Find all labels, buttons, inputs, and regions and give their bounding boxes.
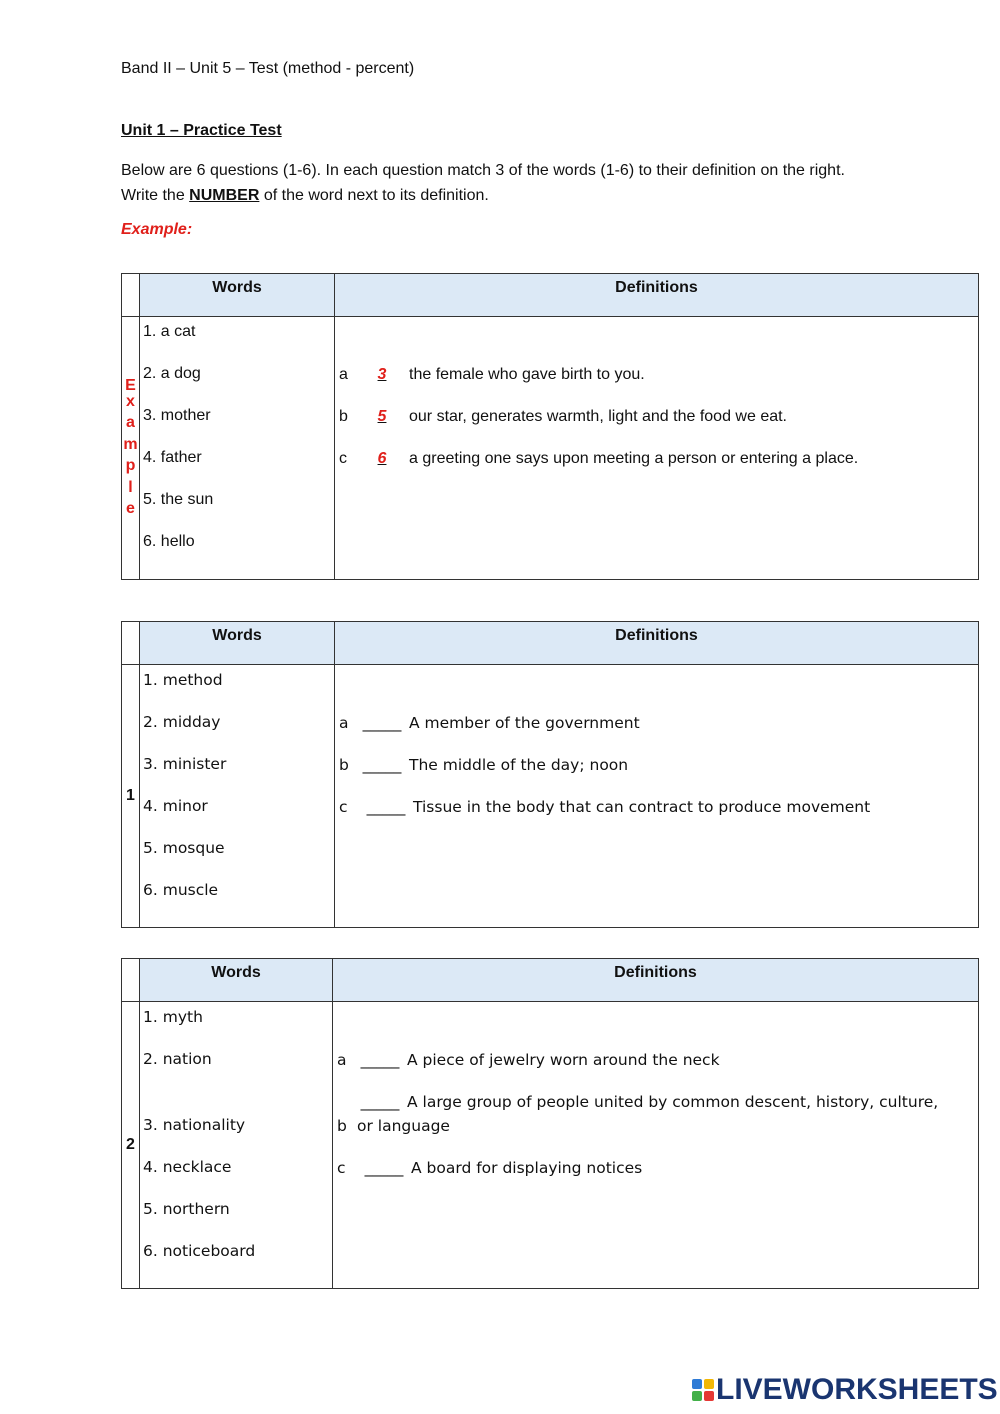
- question-number: 1: [122, 665, 140, 928]
- definition-row: [337, 1090, 978, 1156]
- question-1-words: [140, 665, 335, 928]
- example-definitions: [335, 317, 979, 580]
- instructions-number-word: NUMBER: [189, 187, 260, 204]
- unit-title: Unit 1 – Practice Test: [121, 122, 282, 139]
- definition-row: [339, 795, 978, 837]
- definition-row: [339, 711, 978, 753]
- word-item: 3. nationality: [143, 1116, 246, 1134]
- answer-blank[interactable]: _____: [362, 714, 402, 732]
- definitions-header: Definitions: [335, 274, 979, 317]
- document-header: Band II – Unit 5 – Test (method - percent): [121, 60, 415, 77]
- word-item: 6. noticeboard: [143, 1242, 256, 1260]
- word-item: 6. muscle: [143, 881, 219, 899]
- definition-row: [339, 405, 978, 447]
- brand-name: LIVEWORKSHEETS: [716, 1373, 998, 1406]
- answer-blank[interactable]: _____: [364, 1159, 404, 1177]
- example-side-label: [122, 317, 140, 580]
- definition-letter: a: [337, 1051, 347, 1069]
- example-table: [121, 273, 979, 580]
- question-2-table: [121, 958, 979, 1289]
- definition-row: [337, 1156, 978, 1198]
- question-2-definitions: [333, 1002, 979, 1289]
- definition-row: [337, 1048, 978, 1090]
- question-number: 2: [122, 1002, 140, 1289]
- word-item: 2. midday: [143, 713, 221, 731]
- definitions-header: Definitions: [335, 622, 979, 665]
- answer-blank[interactable]: _____: [362, 756, 402, 774]
- word-item: 5. the sun: [143, 491, 214, 508]
- definition-letter: a: [339, 366, 348, 383]
- word-item: 5. mosque: [143, 839, 225, 857]
- word-item: 2. nation: [143, 1050, 212, 1068]
- instructions: [121, 158, 881, 208]
- word-item: 1. myth: [143, 1008, 203, 1026]
- definition-body: [357, 1090, 942, 1138]
- answer-blank[interactable]: _____: [366, 798, 406, 816]
- word-item: 6. hello: [143, 533, 195, 550]
- definition-letter: b: [339, 408, 348, 425]
- definition-text: A board for displaying notices: [411, 1159, 643, 1177]
- answer-value: 3: [377, 366, 387, 383]
- definition-row: [339, 753, 978, 795]
- word-item: 5. northern: [143, 1200, 230, 1218]
- example-label: Example:: [121, 221, 193, 238]
- word-item: 4. necklace: [143, 1158, 232, 1176]
- definition-text: a greeting one says upon meeting a person or entering a place.: [409, 450, 859, 467]
- definition-text: the female who gave birth to you.: [409, 366, 645, 383]
- logo-cell: [692, 1391, 702, 1401]
- definitions-header: Definitions: [333, 959, 979, 1002]
- definition-letter: a: [339, 714, 349, 732]
- answer-blank[interactable]: _____: [360, 1093, 400, 1111]
- word-item: 4. father: [143, 449, 202, 466]
- words-header: Words: [140, 622, 335, 665]
- definition-text: A piece of jewelry worn around the neck: [407, 1051, 720, 1069]
- instructions-part2: of the word next to its definition.: [259, 187, 489, 204]
- word-item: 1. a cat: [143, 323, 196, 340]
- example-side-header: [122, 274, 140, 317]
- question-side-header: [122, 622, 140, 665]
- definition-text: The middle of the day; noon: [409, 756, 629, 774]
- logo-cell: [704, 1379, 714, 1389]
- example-letter: e: [126, 500, 135, 518]
- answer-blank: [359, 363, 405, 387]
- liveworksheets-brand: [692, 1373, 998, 1407]
- example-letter: E: [125, 377, 136, 395]
- words-header: Words: [140, 274, 335, 317]
- definition-letter: b: [337, 1117, 347, 1135]
- liveworksheets-logo-icon: [692, 1379, 714, 1401]
- question-1-definitions: [335, 665, 979, 928]
- word-item: 3. mother: [143, 407, 211, 424]
- answer-blank: [359, 405, 405, 429]
- example-letter: m: [123, 435, 138, 453]
- question-1-table: [121, 621, 979, 928]
- instructions-part1: Below are 6 questions (1-6). In each question match 3 of the words (1-6) to their definition on the right. Write the: [121, 162, 845, 204]
- definition-text: A member of the government: [409, 714, 640, 732]
- definition-letter: c: [337, 1159, 346, 1177]
- definition-text: Tissue in the body that can contract to produce movement: [413, 798, 871, 816]
- definition-row: [339, 447, 978, 489]
- word-item: 2. a dog: [143, 365, 201, 382]
- logo-cell: [704, 1391, 714, 1401]
- definition-text: A large group of people united by common descent, history, culture, or language: [357, 1093, 939, 1135]
- logo-cell: [692, 1379, 702, 1389]
- answer-blank: [359, 447, 405, 471]
- words-header: Words: [140, 959, 333, 1002]
- example-words: [140, 317, 335, 580]
- question-side-header: [122, 959, 140, 1002]
- definition-letter: c: [339, 798, 348, 816]
- word-item: 4. minor: [143, 797, 208, 815]
- definition-letter: c: [339, 450, 347, 467]
- definition-letter: b: [339, 756, 349, 774]
- word-item: 3. minister: [143, 755, 227, 773]
- example-letter: l: [128, 478, 133, 496]
- word-item: 1. method: [143, 671, 223, 689]
- example-letter: a: [126, 414, 135, 432]
- question-2-words: [140, 1002, 333, 1289]
- answer-blank[interactable]: _____: [360, 1051, 400, 1069]
- definition-row: [339, 363, 978, 405]
- example-letter: x: [126, 392, 135, 410]
- example-letter: p: [125, 457, 136, 475]
- answer-value: 5: [377, 408, 387, 425]
- answer-value: 6: [377, 450, 387, 467]
- definition-text: our star, generates warmth, light and the food we eat.: [409, 408, 787, 425]
